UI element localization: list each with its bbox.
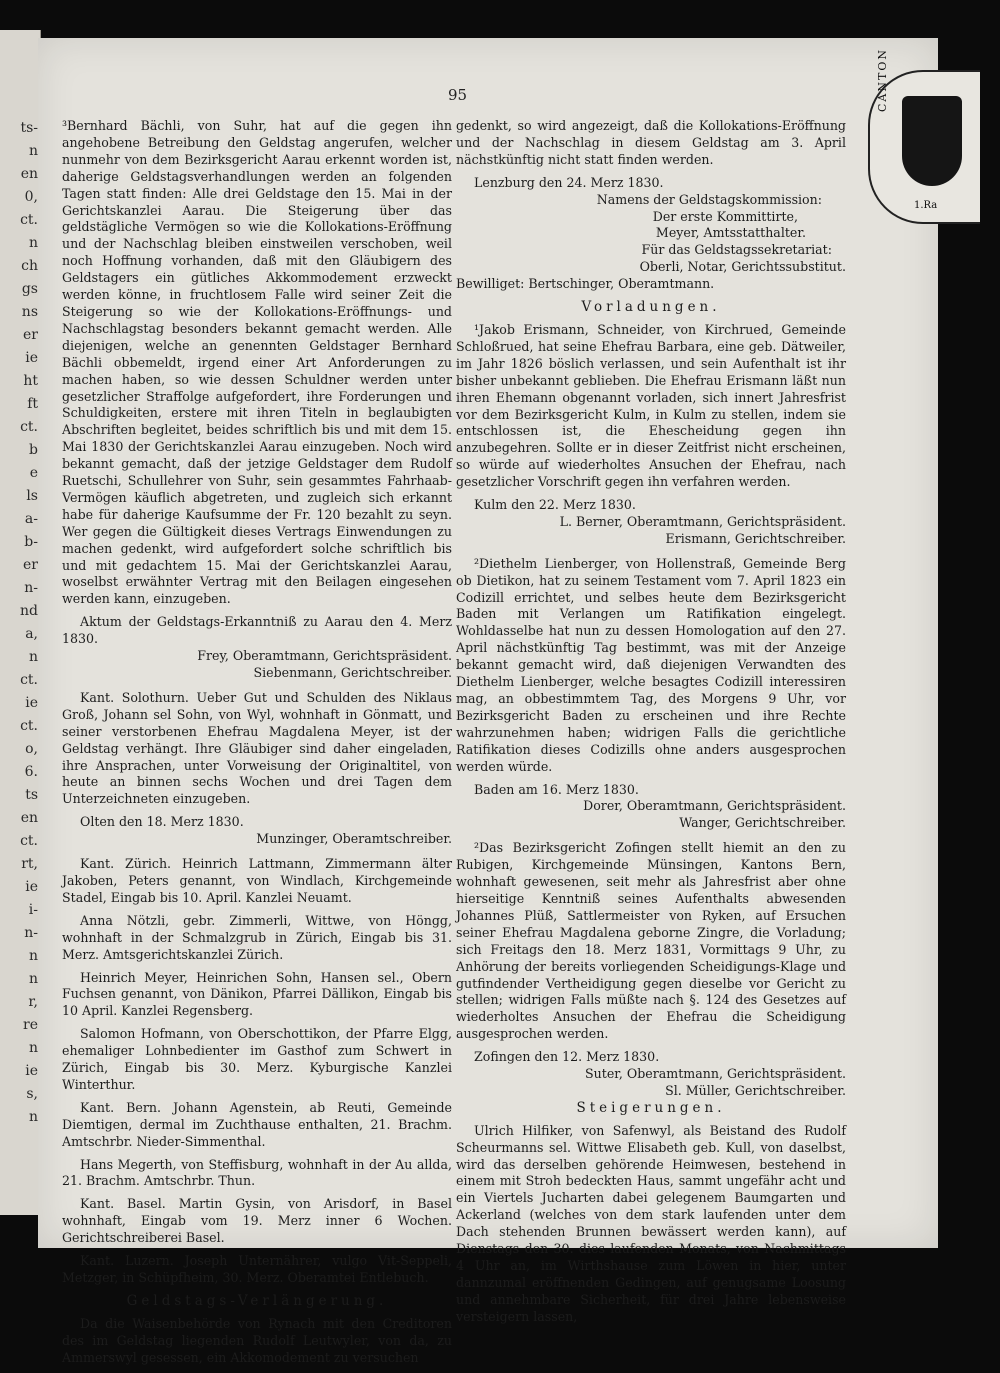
notice-zuerich-hofmann: Salomon Hofmann, von Oberschottikon, der Pfarre Elgg, ehemaliger Lohnbedienter im Gasthof zum Schwert in Zürich, Eingab bis 30. Merz. Kyburgische Kanzlei Winterthur. <box>62 1026 452 1092</box>
notice-bern-agenstein: Kant. Bern. Johann Agenstein, ab Reuti, Gemeinde Diemtigen, dermal im Zuchthause enthalten, 21. Brachm. Amtschrbr. Nieder-Simmenthal. <box>62 1099 452 1149</box>
canton-stamp <box>868 48 980 224</box>
adjacent-page-fragment: nd <box>20 603 38 619</box>
stamp-text: CANTON <box>876 48 889 112</box>
signature: Oberli, Notar, Gerichtssubstitut. <box>639 259 846 275</box>
section-heading: Steigerungen. <box>576 1099 726 1116</box>
right-column <box>456 118 846 1332</box>
adjacent-page-fragment: n <box>28 1109 38 1125</box>
adjacent-page-fragment: 0, <box>24 189 38 205</box>
adjacent-page-fragment: ns <box>21 304 38 320</box>
adjacent-page-fragment: e <box>29 465 38 481</box>
signature: Frey, Oberamtmann, Gerichtspräsident. <box>197 648 452 664</box>
adjacent-page-fragment: o, <box>25 741 38 757</box>
notice-baechli-date: Aktum der Geldstags-Erkanntniß zu Aarau den 4. Merz 1830. <box>62 614 452 647</box>
adjacent-page-fragment: n <box>28 143 38 159</box>
notice-date: Zofingen den 12. Merz 1830. <box>474 1049 660 1065</box>
adjacent-page-fragment: n <box>28 235 38 251</box>
stamp-subtext: 1.Ra <box>914 200 938 211</box>
notice-solothurn-date: Olten den 18. Merz 1830. <box>80 814 244 830</box>
signature: Sl. Müller, Gerichtschreiber. <box>665 1082 846 1098</box>
signature: Siebenmann, Gerichtschreiber. <box>253 665 452 680</box>
adjacent-page-fragment: ie <box>25 1063 38 1079</box>
adjacent-page-fragment: ct. <box>20 833 38 849</box>
adjacent-page-fragment: n <box>28 971 38 987</box>
newspaper-page <box>38 38 938 1365</box>
section-heading: Geldstags-Verlängerung. <box>126 1292 388 1309</box>
adjacent-page-fragment: i- <box>28 902 38 918</box>
adjacent-page-fragment: ct. <box>20 718 38 734</box>
notice-erismann: ¹Jakob Erismann, Schneider, von Kirchrued, Gemeinde Schloßrued, hat seine Ehefrau Barbara, eine geb. Dätweiler, im Jahr 1826 böslich verlassen, und sein Aufenthalt ist ihr bisher unbekannt geblieben. Die Ehefrau Erismann läßt nun ihren Ehemann obgenannt vorladen, sich innert Jahresfrist vor dem Bezirksgericht Kulm, in Kulm zu stellen, indem sie entschlossen ist, die Ehescheidung gegen ihn anzubegehren. Sollte er in dieser Zeitfrist nicht erscheinen, so würde auf wiederholtes Ansuchen der Ehefrau, nach gesetzlicher Vorschrift gegen ihn verfahren werden. <box>456 321 846 490</box>
signature: Munzinger, Oberamtschreiber. <box>256 831 452 847</box>
adjacent-page-fragment: ct. <box>20 672 38 688</box>
notice-hilfiker: Ulrich Hilfiker, von Safenwyl, als Beistand des Rudolf Scheurmanns sel. Wittwe Elisabeth geb. Kull, von daselbst, wird das derselben gehörende Heimwesen, bestehend in einem mit Stroh bedeckten Haus, sammt ungefähr acht und ein Viertels Jucharten dabei gelegenem Baumgarten und Ackerland (welches von dem stark laufenden unter dem Dach stehenden Brunnen bewässert werden kann), auf Dienstags den 30. dies laufenden Monats, von Nachmittags 4 Uhr an, im Wirthshause zum Löwen in hier, unter dannzumal eröffnenden Gedingen, auf genugsame Loosung und annehmbare Sicherheit, für drei Jahre lebensweise versteigern lassen, <box>456 1122 846 1324</box>
signature: Meyer, Amtsstatthalter. <box>655 225 806 241</box>
notice-zuerich-meyer: Heinrich Meyer, Heinrichen Sohn, Hansen sel., Obern Fuchsen genannt, von Dänikon, Pfarrei Dällikon, Eingab bis 10 April. Kanzlei Regensberg. <box>62 969 452 1019</box>
notice-continuation: gedenkt, so wird angezeigt, daß die Kollokations-Eröffnung und der Nachschlag in diesem Geldstag am 3. April nächstkünftig nicht statt finden werden. <box>456 118 846 167</box>
notice-lienberger: ²Diethelm Lienberger, von Hollenstraß, Gemeinde Berg ob Dietikon, hat zu seinem Testament vom 7. April 1823 ein Codizill errichtet, und selbes heute dem Bezirksgericht Baden mit Verlangen um Ratifikation eingelegt. Wohldasselbe hat nun zu dessen Homologation auf den 27. April nächstkünftig Tag bestimmt, was mit der Anzeige bekannt gemacht wird, daß diejenigen Verwandten des Diethelm Lienberger, welche besagtes Codizill interessiren mag, an obbestimmtem Tag, des Morgens 9 Uhr, vor Bezirksgericht Baden zu erscheinen und ihre Rechte wahrzunehmen haben; widrigen Falls die gerichtliche Ratifikation dieses Codizills ohne anders ausgesprochen werden würde. <box>456 555 846 774</box>
notice-verlaengerung: Da die Waisenbehörde von Rynach mit den Creditoren des im Geldstag liegenden Rudolf Leutwyler, von da, zu Ammerswyl gesessen, ein Akkomodement zu versuchen <box>62 1315 452 1365</box>
left-column <box>62 118 452 1373</box>
adjacent-page-fragment: ts- <box>20 120 38 136</box>
section-heading: Vorladungen. <box>581 299 721 316</box>
signature: Für das Geldstagssekretariat: <box>641 242 832 258</box>
adjacent-page-fragment: a, <box>25 626 38 642</box>
adjacent-page-fragment: ie <box>25 695 38 711</box>
page-number: 95 <box>448 86 468 104</box>
adjacent-page-fragment: s, <box>26 1086 38 1102</box>
approval-line: Bewilliget: Bertschinger, Oberamtmann. <box>456 276 715 292</box>
signature: Erismann, Gerichtschreiber. <box>665 530 846 546</box>
adjacent-page-sliver <box>0 30 41 1215</box>
adjacent-page-fragment: en <box>20 810 38 826</box>
signature: Namens der Geldstagskommission: <box>596 191 822 207</box>
notice-date: Kulm den 22. Merz 1830. <box>474 497 636 513</box>
notice-zuerich-lattmann: Kant. Zürich. Heinrich Lattmann, Zimmermann älter Jakoben, Peters genannt, von Windlach, Kirchgemeinde Stadel, Eingab bis 10. April. Kanzlei Neuamt. <box>62 856 452 905</box>
adjacent-page-fragment: ts <box>25 787 38 803</box>
stamp-coat-of-arms-icon <box>902 96 962 186</box>
notice-luzern: Kant. Luzern. Joseph Unternährer, vulgo Vit-Seppeli, Metzger, in Schüpfheim, 30. Merz. Oberamtei Entlebuch. <box>62 1253 452 1285</box>
adjacent-page-fragment: b- <box>24 534 38 550</box>
adjacent-page-fragment: ct. <box>20 419 38 435</box>
adjacent-page-fragment: r, <box>28 994 38 1010</box>
notice-solothurn: Kant. Solothurn. Ueber Gut und Schulden des Niklaus Groß, Johann sel Sohn, von Wyl, wohnhaft in Gönmatt, und seiner verstorbenen Ehefrau Magdalena Meyer, ist der Geldstag verhängt. Ihre Gläubiger sind daher eingeladen, ihre Ansprachen, unter Vorweisung der Originaltitel, von heute an binnen sechs Wochen und drei Tagen dem Unterzeichneten einzugeben. <box>62 689 452 807</box>
adjacent-page-fragment: n <box>28 649 38 665</box>
signature: Wanger, Gerichtschreiber. <box>679 815 846 831</box>
adjacent-page-fragment: ie <box>25 879 38 895</box>
notice-bern-megerth: Hans Megerth, von Steffisburg, wohnhaft in der Au allda, 21. Brachm. Amtschrbr. Thun. <box>62 1156 452 1189</box>
adjacent-page-fragment: 6. <box>24 764 38 780</box>
adjacent-page-fragment: ie <box>25 350 38 366</box>
signature: Suter, Oberamtmann, Gerichtspräsident. <box>585 1066 846 1082</box>
adjacent-page-fragment: n <box>28 1040 38 1056</box>
adjacent-page-fragment: er <box>23 327 38 343</box>
adjacent-page-fragment: rt, <box>21 856 38 872</box>
adjacent-page-fragment: b <box>29 442 38 458</box>
adjacent-page-fragment: er <box>23 557 38 573</box>
adjacent-page-fragment: re <box>23 1017 38 1033</box>
adjacent-page-fragment: ls <box>26 488 38 504</box>
signature: Der erste Kommittirte, <box>652 208 798 224</box>
adjacent-page-fragment: n- <box>24 580 38 596</box>
notice-date: Baden am 16. Merz 1830. <box>474 781 639 797</box>
signature: Dorer, Oberamtmann, Gerichtspräsident. <box>583 798 846 814</box>
signature: L. Berner, Oberamtmann, Gerichtspräsident. <box>559 513 846 529</box>
adjacent-page-fragment: ch <box>21 258 38 274</box>
adjacent-page-fragment: n- <box>24 925 38 941</box>
adjacent-page-fragment: ct. <box>20 212 38 228</box>
notice-zuerich-noetzli: Anna Nötzli, gebr. Zimmerli, Wittwe, von Höngg, wohnhaft in der Schmalzgrub in Zürich, Eingab bis 31. Merz. Amtsgerichtskanzlei Zürich. <box>62 912 452 962</box>
adjacent-page-fragment: en <box>20 166 38 182</box>
notice-baechli: ³Bernhard Bächli, von Suhr, hat auf die gegen ihn angehobene Betreibung den Geldstag angerufen, welcher nunmehr von dem Bezirksgericht Aarau erkennt worden ist, daherige Geldstagsverhandlungen werden an folgenden Tagen statt finden: Alle drei Geldstage den 15. Mai in der Gerichtskanzlei Aarau. Die Steigerung über das geldstägliche Vermögen so wie die Kollokations-Eröffnung und der Nachschlag bleiben einstweilen verschoben, weil noch Hoffnung vorhanden, daß mit den Gläubigern des Geldstagers ein gütliches Akkommodement erzweckt werden könne, in fruchtlosem Falle wird seiner Zeit die Steigerung so wie der Kollokations-Eröffnungs- und Nachschlagstag besonders bekannt gemacht werden. Alle diejenigen, welche an genennten Geldstager Bernhard Bächli obbemeldt, irgend einer Art Anforderungen zu machen haben, so wie dessen Schuldner werden unter gesetzlicher Straffolge aufgefordert, ihre Forderungen und Schuldigkeiten, erstere mit ihren Titeln in beglaubigten Abschriften begleitet, beides schriftlich bis und mit dem 15. Mai 1830 der Gerichtskanzlei Aarau einzugeben. Noch wird bekannt gemacht, daß der jetzige Geldstager dem Rudolf Ruetschi, Schullehrer von Suhr, sein gesammtes Fahrhaab-Vermögen käuflich abgetreten, und zugleich sich erkannt habe für daherige Kaufsumme der Fr. 120 bezahlt zu seyn. Wer gegen die Gültigkeit dieses Vertrags Einwendungen zu machen gedenkt, wird aufgefordert solche schriftlich bis und mit gedachtem 15. Mai der Gerichtskanzlei Aarau, woselbst erwähnter Vertrag mit den Beilagen eingesehen werden kann, einzugeben. <box>62 118 452 607</box>
adjacent-page-fragment: n <box>28 948 38 964</box>
notice-zofingen: ²Das Bezirksgericht Zofingen stellt hiemit an den zu Rubigen, Kirchgemeinde Münsingen, Kantons Bern, wohnhaft gewesenen, seit mehr als Jahresfrist aber ohne hierseitige Kenntniß seines Aufenthalts abwesenden Johannes Plüß, Sattlermeister von Ryken, auf Ersuchen seiner Ehefrau Magdalena geborne Zingre, die Vorladung; sich Freitags den 18. Merz 1831, Vormittags 9 Uhr, zu Anhörung der bereits vorliegenden Scheidigungs-Klage und gutfindender Vertheidigung gegen dieselbe vor Gericht zu stellen; widrigen Falls müßte nach §. 124 des Gesetzes auf wiederholtes Ansuchen der Ehefrau die Scheidigung ausgesprochen werden. <box>456 840 846 1042</box>
notice-basel: Kant. Basel. Martin Gysin, von Arisdorf, in Basel wohnhaft, Eingab vom 19. Merz inner 6 Wochen. Gerichtschreiberei Basel. <box>62 1196 452 1246</box>
adjacent-page-fragment: gs <box>21 281 38 297</box>
adjacent-page-fragment: a- <box>24 511 38 527</box>
adjacent-page-fragment: ft <box>27 396 38 412</box>
adjacent-page-fragment: ht <box>23 373 38 389</box>
notice-date: Lenzburg den 24. Merz 1830. <box>474 174 664 190</box>
